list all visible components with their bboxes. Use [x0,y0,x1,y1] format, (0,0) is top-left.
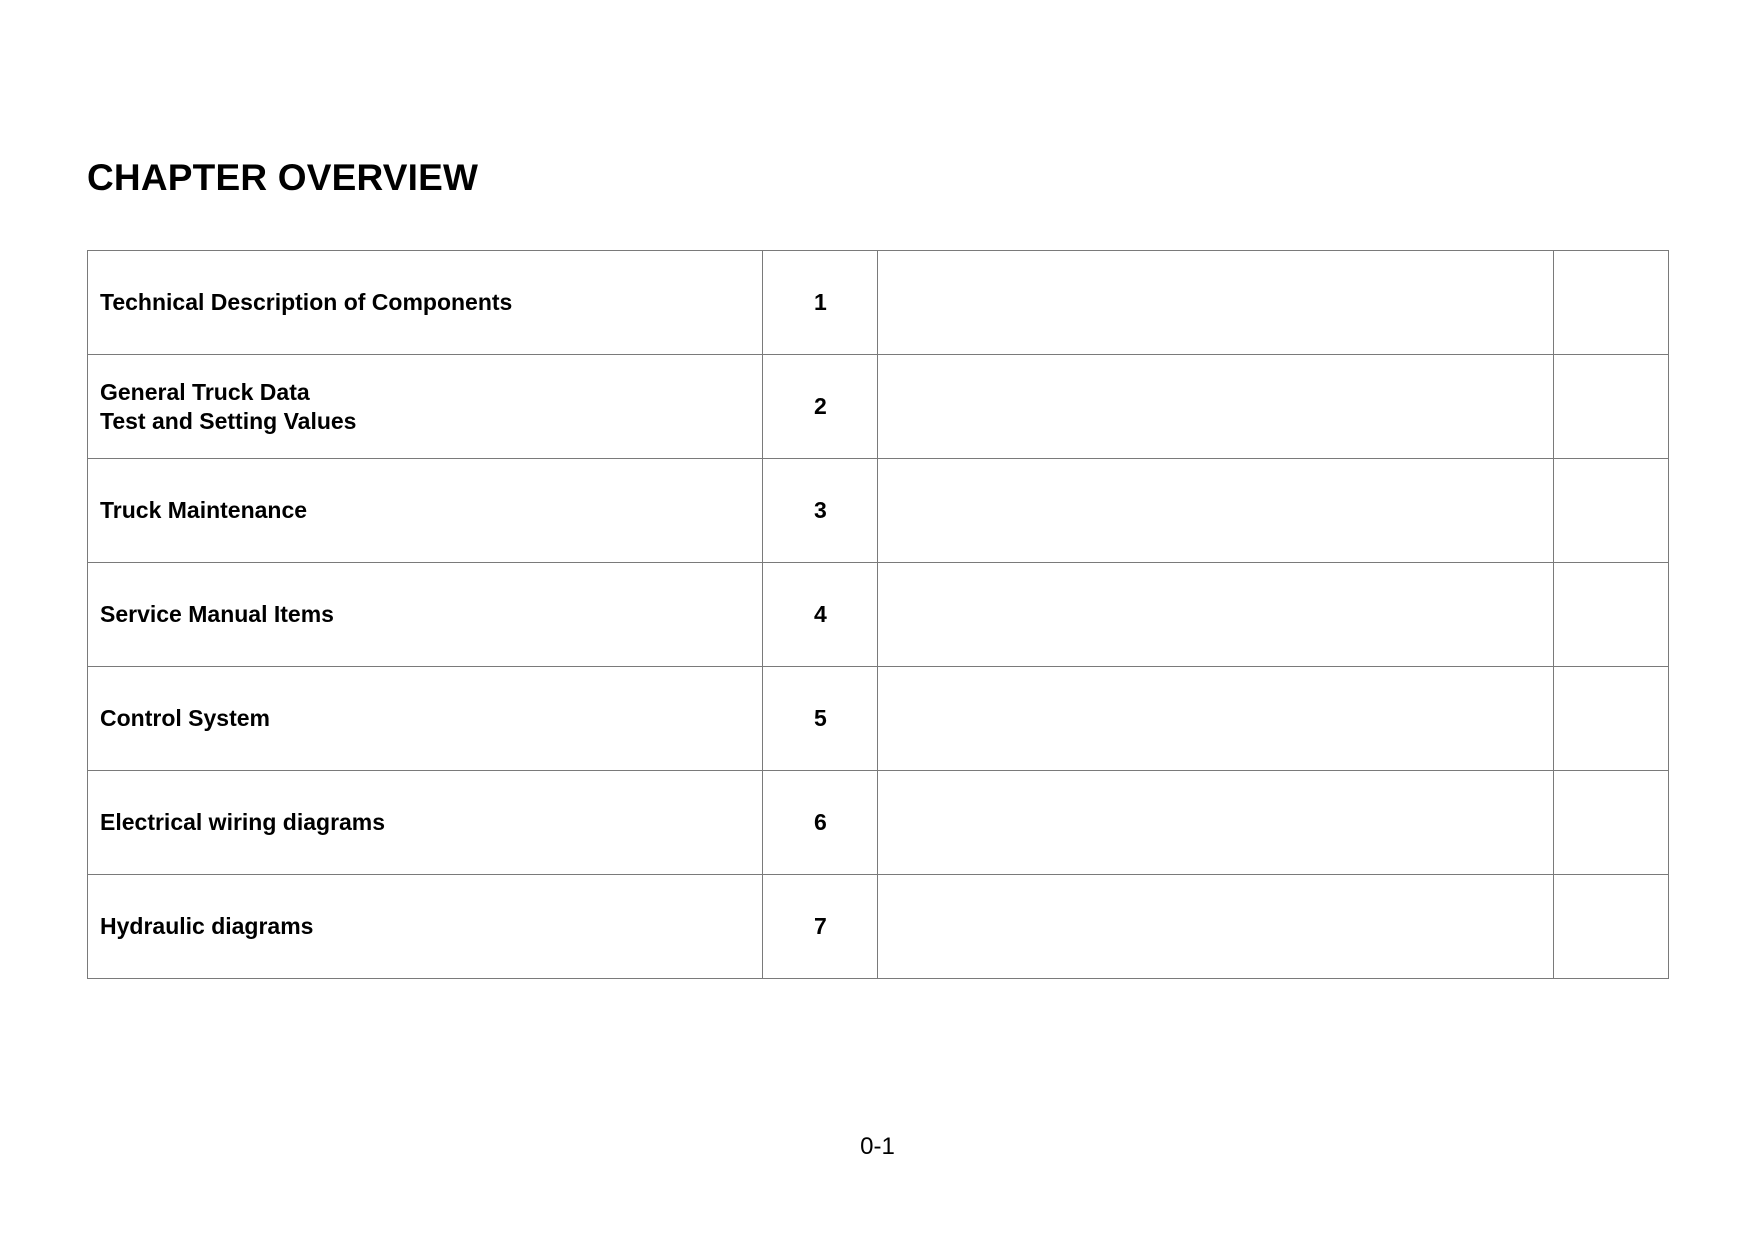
chapter-title-line: Control System [100,705,270,731]
blank-cell [1553,771,1668,875]
blank-cell [878,459,1553,563]
blank-cell [1553,459,1668,563]
blank-cell [1553,251,1668,355]
chapter-title-line: Test and Setting Values [100,407,357,434]
chapter-row[interactable] [88,771,1669,875]
chapter-title-line: Service Manual Items [100,601,334,627]
chapter-row[interactable] [88,355,1669,459]
chapter-number: 4 [763,563,878,667]
blank-cell [878,771,1553,875]
chapter-title [88,875,763,979]
chapter-number: 6 [763,771,878,875]
chapter-title-line: Hydraulic diagrams [100,913,314,939]
blank-cell [878,355,1553,459]
chapter-title [88,459,763,563]
blank-cell [1553,875,1668,979]
chapter-row[interactable] [88,563,1669,667]
blank-cell [878,875,1553,979]
chapter-title-line: Technical Description of Components [100,289,513,315]
blank-cell [878,251,1553,355]
chapter-number: 2 [763,355,878,459]
chapter-overview-table [87,250,1669,979]
chapter-number: 7 [763,875,878,979]
blank-cell [1553,563,1668,667]
chapter-title [88,667,763,771]
page-title: CHAPTER OVERVIEW [87,157,479,198]
chapter-title [88,355,763,459]
blank-cell [1553,355,1668,459]
chapter-row[interactable] [88,459,1669,563]
chapter-row[interactable] [88,875,1669,979]
chapter-title [88,563,763,667]
chapter-number: 3 [763,459,878,563]
chapter-title-line: Truck Maintenance [100,497,308,523]
blank-cell [878,563,1553,667]
chapter-row[interactable] [88,667,1669,771]
chapter-title [88,771,763,875]
chapter-row[interactable] [88,251,1669,355]
blank-cell [1553,667,1668,771]
page-number: 0-1 [860,1133,895,1160]
chapter-number: 1 [763,251,878,355]
chapter-number: 5 [763,667,878,771]
chapter-title [88,251,763,355]
blank-cell [878,667,1553,771]
chapter-title-line: General Truck Data [100,378,310,405]
chapter-title-line: Electrical wiring diagrams [100,809,386,835]
